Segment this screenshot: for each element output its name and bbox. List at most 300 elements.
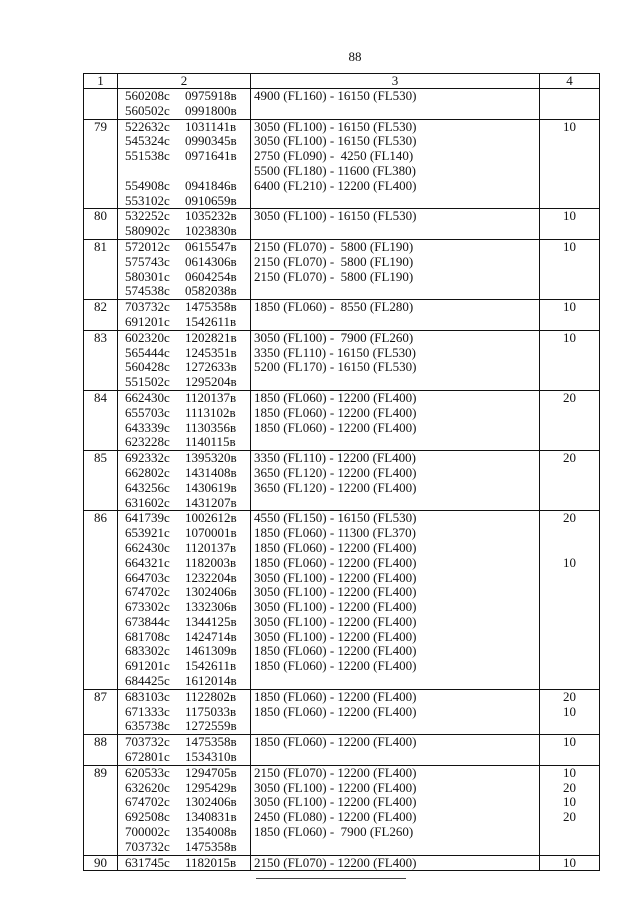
point-code-line xyxy=(121,360,250,375)
point-codes-cell xyxy=(118,330,251,390)
row-number: 89 xyxy=(84,765,118,855)
longitude-code: 0941846в xyxy=(185,177,237,193)
column-4-value xyxy=(540,164,599,179)
longitude-code: 1534310в xyxy=(185,749,237,765)
column-4-value: 10 xyxy=(563,764,576,780)
latitude-code: 575743с xyxy=(125,253,170,269)
point-code-line xyxy=(121,224,250,239)
altitude-range: 1850 (FL060) - 12200 (FL400) xyxy=(254,658,417,674)
column-4-value: 10 xyxy=(563,299,576,315)
table-row xyxy=(84,390,600,450)
point-code-line xyxy=(121,556,250,571)
altitude-range-cell xyxy=(251,119,540,209)
altitude-range: 5500 (FL180) - 11600 (FL380) xyxy=(254,162,417,178)
column-4-value xyxy=(540,284,599,299)
altitude-range: 3050 (FL100) - 12200 (FL400) xyxy=(254,613,417,629)
point-code-line xyxy=(121,644,250,659)
column-4-value: 20 xyxy=(563,450,576,466)
point-code-line xyxy=(121,511,250,526)
latitude-code: 674702с xyxy=(125,584,170,600)
point-code-line xyxy=(121,674,250,689)
altitude-range: 4900 (FL160) - 16150 (FL530) xyxy=(254,88,417,103)
altitude-range xyxy=(254,674,539,689)
longitude-code: 1202821в xyxy=(185,329,237,345)
longitude-code: 1035232в xyxy=(185,208,237,224)
column-4-value: 10 xyxy=(563,734,576,750)
latitude-code: 572012с xyxy=(125,238,170,254)
altitude-range: 1850 (FL060) - 12200 (FL400) xyxy=(254,688,417,704)
altitude-range-cell xyxy=(251,300,540,331)
altitude-range: 1850 (FL060) - 12200 (FL400) xyxy=(254,703,417,719)
column-4-cell xyxy=(540,330,600,390)
latitude-code: 641739с xyxy=(125,510,170,526)
altitude-range-cell xyxy=(251,511,540,690)
latitude-code: 664321с xyxy=(125,554,170,570)
point-codes-cell xyxy=(118,689,251,734)
point-code-line xyxy=(121,766,250,781)
point-code-line xyxy=(121,856,250,871)
latitude-code: 580301с xyxy=(125,268,170,284)
longitude-code: 1430619в xyxy=(185,479,237,495)
coordinates-table xyxy=(83,73,600,871)
header-col-4: 4 xyxy=(540,74,600,89)
point-code-line xyxy=(121,451,250,466)
latitude-code: 632620с xyxy=(125,779,170,795)
latitude-code: 560502с xyxy=(125,102,170,118)
altitude-range-cell xyxy=(251,855,540,871)
longitude-code: 1272633в xyxy=(185,359,237,375)
altitude-range: 1850 (FL060) - 12200 (FL400) xyxy=(254,419,417,435)
table-row xyxy=(84,451,600,511)
row-number: 84 xyxy=(84,390,118,450)
table-header-row xyxy=(84,74,600,89)
longitude-code: 1475358в xyxy=(185,299,237,315)
longitude-code: 1461309в xyxy=(185,643,237,659)
longitude-code: 1245351в xyxy=(185,344,237,360)
row-number: 82 xyxy=(84,300,118,331)
altitude-range: 1850 (FL060) - 11300 (FL370) xyxy=(254,525,417,541)
altitude-range-cell xyxy=(251,239,540,299)
longitude-code: 1175033в xyxy=(185,703,237,719)
altitude-range-cell xyxy=(251,765,540,855)
altitude-range-cell xyxy=(251,209,540,240)
row-number xyxy=(84,89,118,120)
latitude-code: 653921с xyxy=(125,525,170,541)
altitude-range xyxy=(254,104,539,119)
column-4-value: 20 xyxy=(563,809,576,825)
point-code-line xyxy=(121,810,250,825)
altitude-range: 3350 (FL110) - 12200 (FL400) xyxy=(254,450,417,466)
column-4-value: 10 xyxy=(563,703,576,719)
longitude-code: 1130356в xyxy=(185,419,237,435)
altitude-range-cell xyxy=(251,451,540,511)
table-row xyxy=(84,511,600,690)
longitude-code: 1120137в xyxy=(185,539,237,555)
longitude-code: 1431408в xyxy=(185,464,237,480)
latitude-code: 545324с xyxy=(125,133,170,149)
point-code-line xyxy=(121,466,250,481)
latitude-code: 560428с xyxy=(125,359,170,375)
column-4-value: 10 xyxy=(563,329,576,345)
column-4-cell xyxy=(540,89,600,120)
column-4-value: 10 xyxy=(563,208,576,224)
column-4-value xyxy=(540,270,599,285)
point-codes-cell xyxy=(118,239,251,299)
latitude-code: 635738с xyxy=(125,718,170,734)
latitude-code: 522632с xyxy=(125,118,170,134)
altitude-range-cell xyxy=(251,330,540,390)
longitude-code: 0615547в xyxy=(185,238,237,254)
row-number: 88 xyxy=(84,735,118,766)
longitude-code: 0614306в xyxy=(185,253,237,269)
column-4-value xyxy=(540,825,599,840)
column-4-value xyxy=(540,315,599,330)
column-4-cell xyxy=(540,855,600,871)
longitude-code: 1295204в xyxy=(185,374,237,390)
altitude-range: 3050 (FL100) - 12200 (FL400) xyxy=(254,779,417,795)
latitude-code: 574538с xyxy=(125,283,170,299)
latitude-code: 700002с xyxy=(125,824,170,840)
altitude-range-cell xyxy=(251,89,540,120)
row-number: 85 xyxy=(84,451,118,511)
longitude-code: 1294705в xyxy=(185,764,237,780)
altitude-range: 6400 (FL210) - 12200 (FL400) xyxy=(254,177,417,193)
latitude-code: 662802с xyxy=(125,464,170,480)
column-4-value xyxy=(540,466,599,481)
point-code-line xyxy=(121,781,250,796)
altitude-range: 2750 (FL090) - 4250 (FL140) xyxy=(254,148,414,164)
latitude-code: 683103с xyxy=(125,688,170,704)
latitude-code: 602320с xyxy=(125,329,170,345)
point-codes-cell xyxy=(118,765,251,855)
point-code-line xyxy=(121,421,250,436)
latitude-code: 643256с xyxy=(125,479,170,495)
point-code-line xyxy=(121,209,250,224)
longitude-code: 1120137в xyxy=(185,389,237,405)
altitude-range: 3350 (FL110) - 16150 (FL530) xyxy=(254,344,417,360)
point-code-line xyxy=(121,615,250,630)
column-4-value xyxy=(540,179,599,194)
altitude-range: 3050 (FL100) - 12200 (FL400) xyxy=(254,794,417,810)
altitude-range: 1850 (FL060) - 12200 (FL400) xyxy=(254,734,417,750)
table-row xyxy=(84,689,600,734)
point-codes-cell xyxy=(118,855,251,871)
header-col-3: 3 xyxy=(251,74,540,89)
point-code-line xyxy=(121,255,250,270)
longitude-code: 1395320в xyxy=(185,450,237,466)
longitude-code: 1354008в xyxy=(185,824,237,840)
longitude-code: 1122802в xyxy=(185,688,237,704)
column-4-value xyxy=(540,840,599,855)
point-code-line xyxy=(121,406,250,421)
latitude-code: 671333с xyxy=(125,703,170,719)
point-code-line xyxy=(121,331,250,346)
point-code-line xyxy=(121,735,250,750)
point-code-line xyxy=(121,496,250,511)
longitude-code: 0991800в xyxy=(185,102,237,118)
longitude-code: 1332306в xyxy=(185,599,237,615)
point-code-line xyxy=(121,391,250,406)
column-4-value xyxy=(540,615,599,630)
longitude-code: 1612014в xyxy=(185,673,237,689)
header-col-1: 1 xyxy=(84,74,118,89)
altitude-range-cell xyxy=(251,689,540,734)
latitude-code: 692332с xyxy=(125,450,170,466)
column-4-value xyxy=(540,406,599,421)
point-code-line xyxy=(121,194,250,209)
column-4-value xyxy=(540,674,599,689)
longitude-code: 0990345в xyxy=(185,133,237,149)
altitude-range: 2150 (FL070) - 5800 (FL190) xyxy=(254,253,414,269)
altitude-range: 3050 (FL100) - 12200 (FL400) xyxy=(254,569,417,585)
longitude-code: 1295429в xyxy=(185,779,237,795)
table-row xyxy=(84,239,600,299)
latitude-code: 662430с xyxy=(125,539,170,555)
longitude-code: 0582038в xyxy=(185,283,237,299)
altitude-range-cell xyxy=(251,735,540,766)
altitude-range: 1850 (FL060) - 12200 (FL400) xyxy=(254,539,417,555)
column-4-value xyxy=(540,600,599,615)
latitude-code: 560208с xyxy=(125,88,170,103)
row-number: 83 xyxy=(84,330,118,390)
longitude-code: 0604254в xyxy=(185,268,237,284)
point-code-line xyxy=(121,719,250,734)
footer-rule xyxy=(256,878,406,879)
altitude-range: 3050 (FL100) - 12200 (FL400) xyxy=(254,599,417,615)
latitude-code: 532252с xyxy=(125,208,170,224)
point-codes-cell xyxy=(118,300,251,331)
row-number: 90 xyxy=(84,855,118,871)
point-code-line xyxy=(121,149,250,164)
row-number: 86 xyxy=(84,511,118,690)
altitude-range: 2150 (FL070) - 12200 (FL400) xyxy=(254,854,417,870)
header-col-2: 2 xyxy=(118,74,251,89)
column-4-cell xyxy=(540,390,600,450)
table-body xyxy=(84,89,600,871)
latitude-code: 643339с xyxy=(125,419,170,435)
column-4-value: 20 xyxy=(563,688,576,704)
longitude-code: 1542611в xyxy=(185,313,237,329)
page-number: 88 xyxy=(348,49,362,64)
altitude-range xyxy=(254,284,539,299)
column-4-value: 10 xyxy=(563,238,576,254)
column-4-value xyxy=(540,750,599,765)
column-4-value: 10 xyxy=(563,854,576,870)
point-code-line xyxy=(121,120,250,135)
longitude-code: 0975918в xyxy=(185,88,237,103)
point-code-line xyxy=(121,571,250,586)
altitude-range: 3050 (FL100) - 12200 (FL400) xyxy=(254,628,417,644)
latitude-code: 703732с xyxy=(125,299,170,315)
column-4-value: 10 xyxy=(563,118,576,134)
longitude-code: 1182003в xyxy=(185,554,237,570)
altitude-range: 3650 (FL120) - 12200 (FL400) xyxy=(254,479,417,495)
column-4-value xyxy=(540,346,599,361)
latitude-code: 551502с xyxy=(125,374,170,390)
point-code-line xyxy=(121,435,250,450)
row-number: 80 xyxy=(84,209,118,240)
point-code-line xyxy=(121,840,250,855)
altitude-range xyxy=(254,315,539,330)
altitude-range: 1850 (FL060) - 7900 (FL260) xyxy=(254,824,414,840)
column-4-cell xyxy=(540,765,600,855)
row-number: 87 xyxy=(84,689,118,734)
column-4-value xyxy=(540,224,599,239)
column-4-value xyxy=(540,194,599,209)
altitude-range xyxy=(254,840,539,855)
altitude-range xyxy=(254,375,539,390)
latitude-code: 664703с xyxy=(125,569,170,585)
point-code-line xyxy=(121,600,250,615)
latitude-code: 691201с xyxy=(125,658,170,674)
row-number: 81 xyxy=(84,239,118,299)
altitude-range: 1850 (FL060) - 12200 (FL400) xyxy=(254,643,417,659)
point-code-line xyxy=(121,481,250,496)
altitude-range: 4550 (FL150) - 16150 (FL530) xyxy=(254,510,417,526)
latitude-code: 662430с xyxy=(125,389,170,405)
longitude-code: 1023830в xyxy=(185,223,237,239)
column-4-value xyxy=(540,375,599,390)
point-code-line xyxy=(121,585,250,600)
latitude-code: 691201с xyxy=(125,313,170,329)
longitude-code: 1113102в xyxy=(185,404,236,420)
longitude-code: 1272559в xyxy=(185,718,237,734)
point-code-line xyxy=(121,89,250,104)
point-code-line xyxy=(121,300,250,315)
latitude-code: 553102с xyxy=(125,192,170,208)
altitude-range: 3050 (FL100) - 7900 (FL260) xyxy=(254,329,414,345)
longitude-code: 1002612в xyxy=(185,510,237,526)
column-4-value xyxy=(540,481,599,496)
point-code-line xyxy=(121,240,250,255)
point-codes-cell xyxy=(118,390,251,450)
longitude-code: 1070001в xyxy=(185,525,237,541)
point-code-line xyxy=(121,705,250,720)
column-4-cell xyxy=(540,451,600,511)
latitude-code: 565444с xyxy=(125,344,170,360)
column-4-value xyxy=(540,104,599,119)
column-4-value xyxy=(540,571,599,586)
latitude-code: 620533с xyxy=(125,764,170,780)
altitude-range: 2150 (FL070) - 5800 (FL190) xyxy=(254,238,414,254)
latitude-code: 673302с xyxy=(125,599,170,615)
column-4-cell xyxy=(540,209,600,240)
table-row xyxy=(84,765,600,855)
column-4-value xyxy=(540,659,599,674)
column-4-cell xyxy=(540,239,600,299)
column-4-value xyxy=(540,541,599,556)
latitude-code: 631602с xyxy=(125,494,170,510)
altitude-range: 3650 (FL120) - 12200 (FL400) xyxy=(254,464,417,480)
latitude-code: 672801с xyxy=(125,749,170,765)
point-codes-cell xyxy=(118,451,251,511)
point-codes-cell xyxy=(118,89,251,120)
latitude-code: 703732с xyxy=(125,734,170,750)
point-codes-cell xyxy=(118,119,251,209)
column-4-value xyxy=(540,89,599,104)
altitude-range xyxy=(254,224,539,239)
point-code-line xyxy=(121,659,250,674)
altitude-range: 1850 (FL060) - 12200 (FL400) xyxy=(254,389,417,405)
altitude-range: 3050 (FL100) - 16150 (FL530) xyxy=(254,208,417,224)
column-4-value: 20 xyxy=(563,779,576,795)
longitude-code: 1182015в xyxy=(185,854,237,870)
point-code-line xyxy=(121,284,250,299)
point-code-line xyxy=(121,690,250,705)
point-code-line xyxy=(121,104,250,119)
column-4-value: 20 xyxy=(563,510,576,526)
column-4-value xyxy=(540,360,599,375)
longitude-code: 1302406в xyxy=(185,584,237,600)
column-4-value xyxy=(540,255,599,270)
altitude-range: 2150 (FL070) - 12200 (FL400) xyxy=(254,764,417,780)
column-4-value xyxy=(540,421,599,436)
latitude-code: 703732с xyxy=(125,838,170,854)
latitude-code: 623228с xyxy=(125,434,170,450)
table-row xyxy=(84,855,600,871)
altitude-range: 3050 (FL100) - 12200 (FL400) xyxy=(254,584,417,600)
column-4-value xyxy=(540,435,599,450)
point-codes-cell xyxy=(118,209,251,240)
table-row xyxy=(84,300,600,331)
latitude-code: 655703с xyxy=(125,404,170,420)
table-row xyxy=(84,330,600,390)
point-code-line xyxy=(121,541,250,556)
point-code-line xyxy=(121,164,250,179)
point-code-line xyxy=(121,179,250,194)
longitude-code: 1424714в xyxy=(185,628,237,644)
altitude-range-cell xyxy=(251,390,540,450)
column-4-value xyxy=(540,644,599,659)
point-code-line xyxy=(121,270,250,285)
point-codes-cell xyxy=(118,735,251,766)
column-4-cell xyxy=(540,300,600,331)
point-codes-cell xyxy=(118,511,251,690)
altitude-range: 1850 (FL060) - 12200 (FL400) xyxy=(254,554,417,570)
point-code-line xyxy=(121,375,250,390)
longitude-code: 1475358в xyxy=(185,838,237,854)
column-4-value xyxy=(540,719,599,734)
longitude-code: 1031141в xyxy=(185,118,237,134)
latitude-code: 580902с xyxy=(125,223,170,239)
table-row xyxy=(84,89,600,120)
altitude-range xyxy=(254,750,539,765)
altitude-range: 2450 (FL080) - 12200 (FL400) xyxy=(254,809,417,825)
column-4-value xyxy=(540,496,599,511)
column-4-cell xyxy=(540,511,600,690)
point-code-line xyxy=(121,630,250,645)
column-4-cell xyxy=(540,119,600,209)
altitude-range xyxy=(254,194,539,209)
altitude-range xyxy=(254,435,539,450)
altitude-range: 2150 (FL070) - 5800 (FL190) xyxy=(254,268,414,284)
altitude-range xyxy=(254,719,539,734)
altitude-range xyxy=(254,496,539,511)
altitude-range: 1850 (FL060) - 8550 (FL280) xyxy=(254,299,414,315)
point-code-line xyxy=(121,346,250,361)
latitude-code: 681708с xyxy=(125,628,170,644)
altitude-range: 3050 (FL100) - 16150 (FL530) xyxy=(254,133,417,149)
column-4-value xyxy=(540,630,599,645)
longitude-code: 0971641в xyxy=(185,148,237,164)
longitude-code: 1302406в xyxy=(185,794,237,810)
column-4-value: 10 xyxy=(563,554,576,570)
point-code-line xyxy=(121,795,250,810)
column-4-value: 20 xyxy=(563,389,576,405)
altitude-range: 3050 (FL100) - 16150 (FL530) xyxy=(254,118,417,134)
altitude-range: 1850 (FL060) - 12200 (FL400) xyxy=(254,404,417,420)
latitude-code: 673844с xyxy=(125,613,170,629)
